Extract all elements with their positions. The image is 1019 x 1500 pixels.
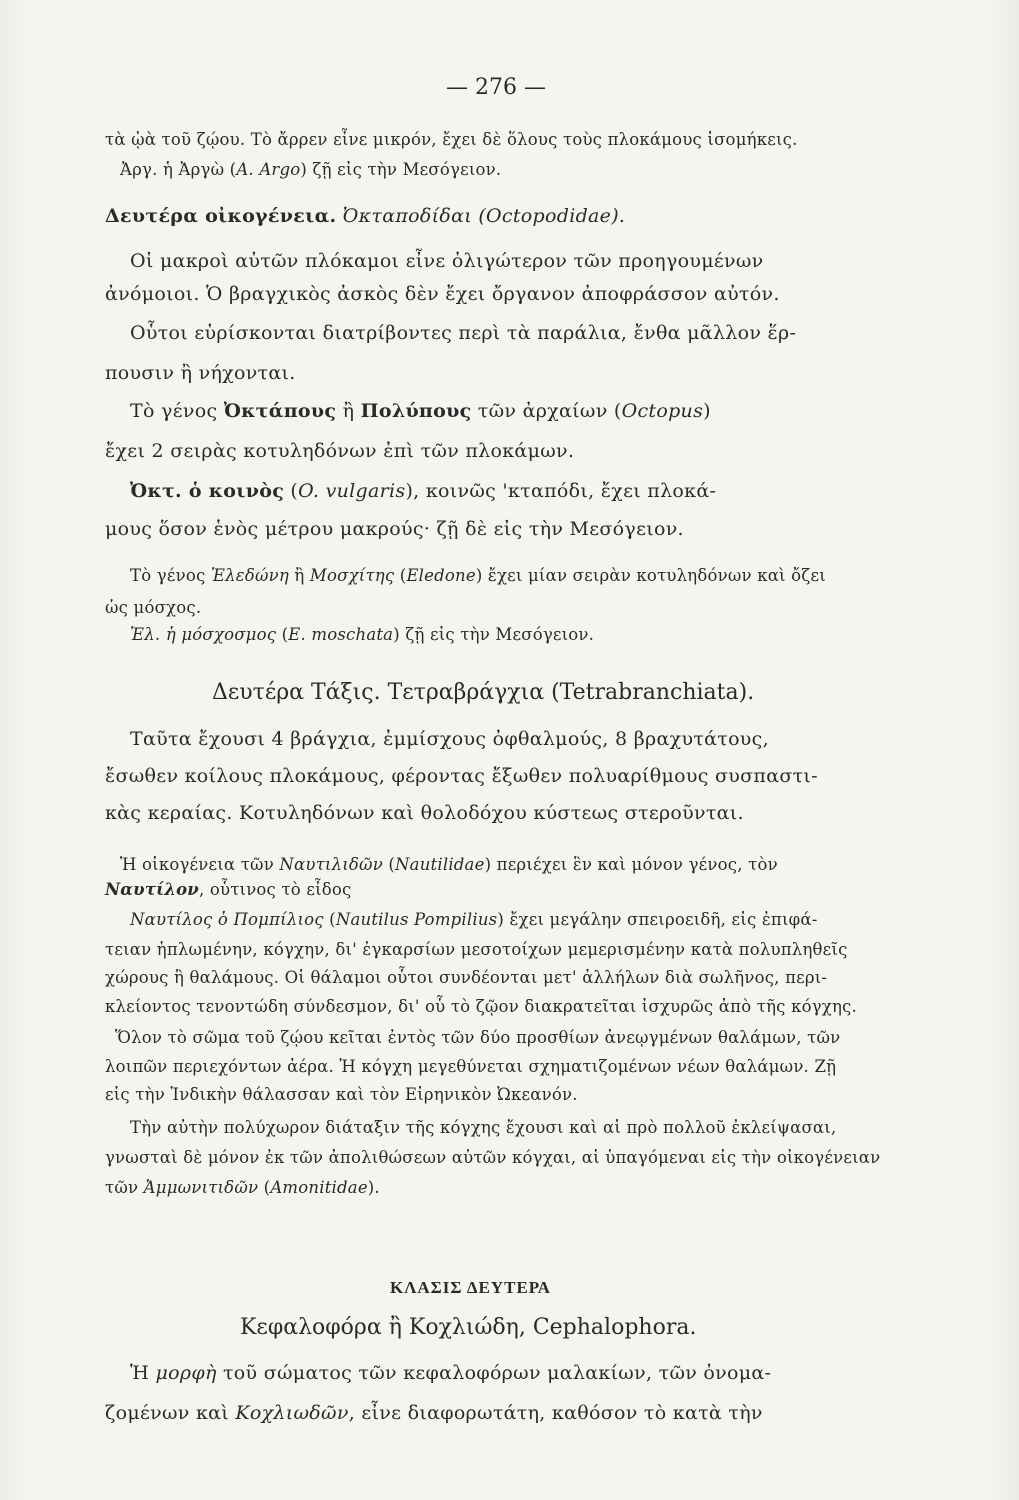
section-heading-tetrabranchiata: Δευτέρα Τάξις. Τετραβράγχια (Tetrabranchiata). [212, 680, 755, 705]
text-line: ζομένων καὶ Κοχλιωδῶν, εἶνε διαφορωτάτη, καθόσον τὸ κατὰ τὴν [105, 1402, 763, 1424]
text-line: πουσιν ἢ νήχονται. [105, 362, 296, 384]
text-line: Ταῦτα ἔχουσι 4 βράγχια, ἐμμίσχους ὀφθαλμούς, 8 βραχυτάτους, [130, 728, 769, 750]
text-line: τὰ ᾠὰ τοῦ ζῴου. Τὸ ἄρρεν εἶνε μικρόν, ἔχει δὲ ὅλους τοὺς πλοκάμους ἰσομήκεις. [105, 130, 798, 149]
text-line: Οἱ μακροὶ αὐτῶν πλόκαμοι εἶνε ὀλιγώτερον τῶν προηγουμένων [130, 250, 764, 272]
text-line: μους ὅσον ἑνὸς μέτρου μακρούς· ζῇ δὲ εἰς τὴν Μεσόγειον. [105, 518, 684, 540]
text-line: Τὸ γένος Ἐλεδώνη ἢ Μοσχίτης (Eledone) ἔχει μίαν σειρὰν κοτυληδόνων καὶ ὄζει [130, 566, 826, 585]
text-line: κὰς κεραίας. Κοτυληδόνων καὶ θολοδόχου κύστεως στεροῦνται. [105, 802, 744, 824]
text-line: ἀνόμοιοι. Ὁ βραγχικὸς ἀσκὸς δὲν ἔχει ὄργανον ἀποφράσσον αὐτόν. [105, 283, 780, 305]
text-line: ὡς μόσχος. [105, 598, 202, 617]
text-line: κλείοντος τενοντώδη σύνδεσμον, δι' οὗ τὸ ζῷον διακρατεῖται ἰσχυρῶς ἀπὸ τῆς κόγχης. [105, 997, 857, 1016]
text-line: λοιπῶν περιεχόντων ἀέρα. Ἡ κόγχη μεγεθύνεται σχηματιζομένων νέων θαλάμων. Ζῇ [105, 1057, 837, 1076]
class-subheading: Κεφαλοφόρα ἢ Κοχλιώδη, Cephalophora. [240, 1315, 697, 1340]
text-line: Ναυτίλον, οὗτινος τὸ εἶδος [105, 880, 352, 899]
text-line: εἰς τὴν Ἰνδικὴν θάλασσαν καὶ τὸν Εἰρηνικὸν Ὠκεανόν. [105, 1085, 578, 1104]
text-line: Ὅλον τὸ σῶμα τοῦ ζῴου κεῖται ἐντὸς τῶν δύο προσθίων ἀνεῳγμένων θαλάμων, τῶν [115, 1028, 841, 1047]
text-line: γνωσταὶ δὲ μόνον ἐκ τῶν ἀπολιθώσεων αὐτῶν κόγχαι, αἱ ὑπαγόμεναι εἰς τὴν οἰκογένειαν [105, 1148, 881, 1167]
text-line: Ὀκτ. ὁ κοινὸς (O. vulgaris), κοινῶς 'κταπόδι, ἔχει πλοκά- [130, 480, 717, 502]
text-line: Ἡ οἰκογένεια τῶν Ναυτιλιδῶν (Nautilidae) περιέχει ἓν καὶ μόνον γένος, τὸν [120, 855, 778, 874]
text-line: τειαν ἡπλωμένην, κόγχην, δι' ἐγκαρσίων μεσοτοίχων μεμερισμένην κατὰ πολυπληθεῖς [105, 940, 848, 959]
text-line: Ναυτίλος ὁ Πομπίλιος (Nautilus Pompilius) ἔχει μεγάλην σπειροειδῆ, εἰς ἐπιφά- [130, 910, 818, 929]
text-line: Οὗτοι εὑρίσκονται διατρίβοντες περὶ τὰ παράλια, ἔνθα μᾶλλον ἕρ- [130, 322, 797, 344]
text-line: τῶν Ἀμμωνιτιδῶν (Amonitidae). [105, 1178, 380, 1197]
text-line: ἔσωθεν κοίλους πλοκάμους, φέροντας ἔξωθεν πολυαρίθμους συσπαστι- [105, 765, 818, 787]
section-heading-octopodidae: Δευτέρα οἰκογένεια. Ὀκταποδίδαι (Octopodidae). [105, 205, 626, 227]
text-line: χώρους ἢ θαλάμους. Οἱ θάλαμοι οὗτοι συνδέονται μετ' ἀλλήλων διὰ σωλῆνος, περι- [105, 968, 828, 987]
page-number: — 276 — [446, 75, 546, 100]
text-line: Τὴν αὐτὴν πολύχωρον διάταξιν τῆς κόγχης ἔχουσι καὶ αἱ πρὸ πολλοῦ ἐκλείψασαι, [130, 1118, 837, 1137]
class-heading: ΚΛΑΣΙΣ ΔΕΥΤΕΡΑ [390, 1278, 551, 1297]
text-line: Τὸ γένος Ὀκτάπους ἢ Πολύπους τῶν ἀρχαίων (Octopus) [130, 400, 711, 422]
text-line: Ἀργ. ἡ Ἀργὼ (A. Argo) ζῇ εἰς τὴν Μεσόγειον. [120, 160, 502, 179]
text-line: Ἡ μορφὴ τοῦ σώματος τῶν κεφαλοφόρων μαλακίων, τῶν ὀνομα- [130, 1362, 772, 1384]
text-line: ἔχει 2 σειρὰς κοτυληδόνων ἐπὶ τῶν πλοκάμων. [105, 440, 575, 462]
text-line: Ἐλ. ἡ μόσχοσμος (E. moschata) ζῇ εἰς τὴν Μεσόγειον. [130, 625, 595, 644]
